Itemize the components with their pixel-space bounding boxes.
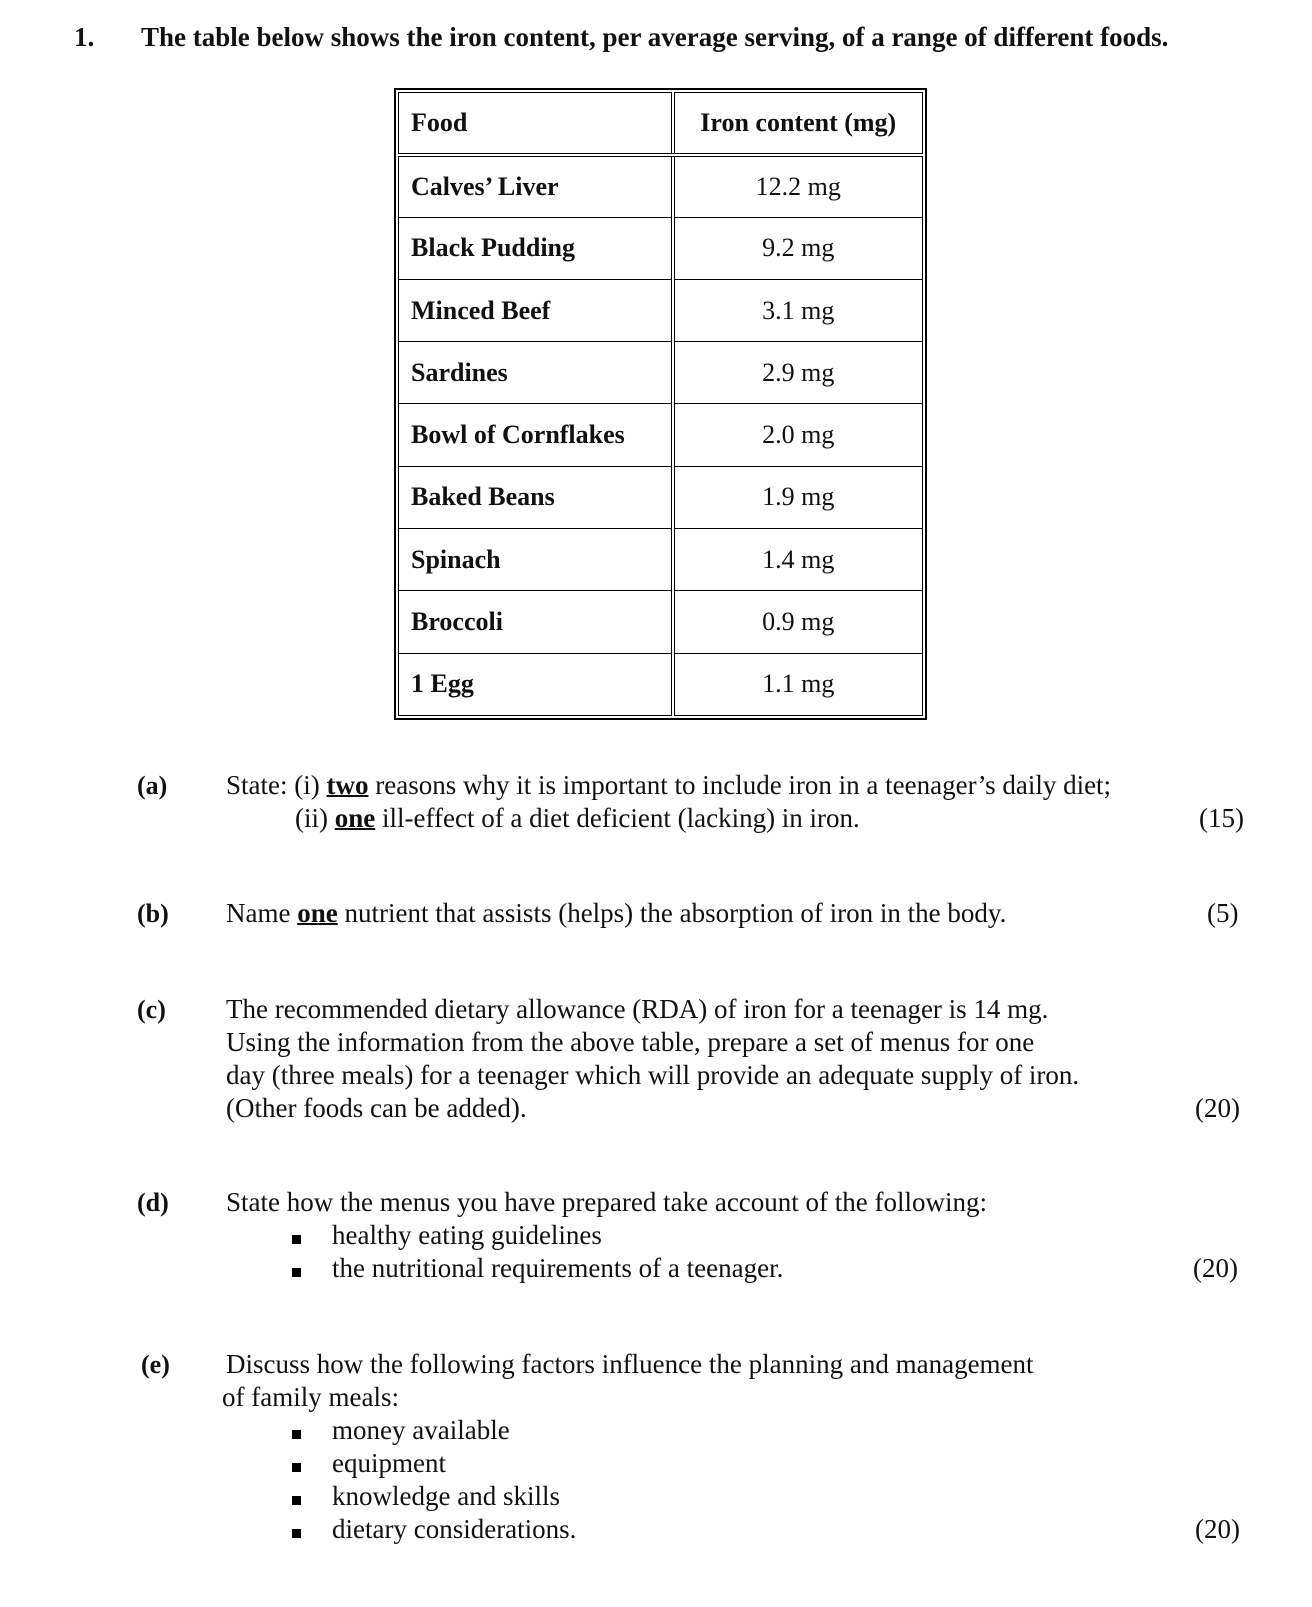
part-a-emphasis-one: one	[334, 803, 376, 833]
iron-content-cell: 9.2 mg	[673, 217, 923, 279]
table-row	[399, 653, 923, 715]
part-a-label: (a)	[137, 771, 168, 800]
part-e-intro-1: Discuss how the following factors influence the planning and management	[226, 1349, 1034, 1379]
part-c-line3: day (three meals) for a teenager which will provide an adequate supply of iron.	[226, 1060, 1080, 1090]
part-e-intro-2: of family meals:	[222, 1382, 399, 1412]
food-cell: Black Pudding	[399, 217, 673, 279]
bullet-icon	[292, 1496, 301, 1505]
part-a-line2-pre: (ii)	[295, 803, 335, 833]
part-a-emphasis-two: two	[326, 770, 369, 800]
table-header-row	[399, 93, 923, 155]
header-iron-content: Iron content (mg)	[673, 93, 923, 155]
iron-content-cell: 0.9 mg	[673, 591, 923, 653]
table-row	[399, 404, 923, 466]
part-c-label: (c)	[137, 995, 166, 1024]
table-row	[399, 155, 923, 217]
part-a-line1-pre: State: (i)	[226, 770, 327, 800]
food-cell: Baked Beans	[399, 466, 673, 528]
part-d-bullet-1: healthy eating guidelines	[332, 1220, 602, 1250]
part-d-bullet-2: the nutritional requirements of a teenager.	[332, 1253, 784, 1283]
iron-content-cell: 1.9 mg	[673, 466, 923, 528]
bullet-icon	[292, 1235, 301, 1244]
iron-content-cell: 2.0 mg	[673, 404, 923, 466]
bullet-icon	[292, 1430, 301, 1439]
part-a-marks: (15)	[1199, 803, 1244, 833]
part-c-line4: (Other foods can be added).	[226, 1093, 527, 1123]
iron-content-cell: 1.4 mg	[673, 529, 923, 591]
part-e-bullet-4: dietary considerations.	[332, 1514, 577, 1544]
question-number: 1.	[74, 22, 95, 52]
bullet-icon	[292, 1529, 301, 1538]
part-c-line2: Using the information from the above table, prepare a set of menus for one	[226, 1027, 1035, 1057]
table-row	[399, 529, 923, 591]
part-a-line1	[226, 770, 1111, 801]
bullet-icon	[292, 1268, 301, 1277]
food-cell: Sardines	[399, 342, 673, 404]
part-e-marks: (20)	[1195, 1514, 1240, 1544]
part-d-label: (d)	[137, 1188, 169, 1217]
part-c-line1: The recommended dietary allowance (RDA) of iron for a teenager is 14 mg.	[226, 994, 1049, 1024]
part-d-intro: State how the menus you have prepared take account of the following:	[226, 1187, 988, 1217]
table-row	[399, 217, 923, 279]
question-intro: The table below shows the iron content, per average serving, of a range of different foods.	[141, 22, 1169, 52]
part-e-bullet-2: equipment	[332, 1448, 446, 1478]
iron-content-cell: 2.9 mg	[673, 342, 923, 404]
part-a-line2	[295, 803, 860, 834]
part-b-text	[226, 898, 1006, 929]
table-row	[399, 591, 923, 653]
iron-content-table	[398, 92, 923, 716]
iron-content-cell: 3.1 mg	[673, 279, 923, 341]
header-food: Food	[399, 93, 673, 155]
part-a-line1-post: reasons why it is important to include iron in a teenager’s daily diet;	[368, 770, 1112, 800]
food-cell: Bowl of Cornflakes	[399, 404, 673, 466]
part-e-bullet-1: money available	[332, 1415, 510, 1445]
part-b-label: (b)	[137, 899, 169, 928]
part-c-marks: (20)	[1195, 1093, 1240, 1123]
food-cell: Calves’ Liver	[399, 155, 673, 217]
iron-content-cell: 12.2 mg	[673, 155, 923, 217]
part-b-marks: (5)	[1207, 898, 1239, 928]
table-row	[399, 466, 923, 528]
part-e-label: (e)	[141, 1350, 170, 1379]
part-b-emphasis-one: one	[297, 898, 338, 928]
iron-content-cell: 1.1 mg	[673, 653, 923, 715]
part-b-post: nutrient that assists (helps) the absorption of iron in the body.	[337, 898, 1007, 928]
food-cell: Minced Beef	[399, 279, 673, 341]
bullet-icon	[292, 1463, 301, 1472]
part-a-line2-post: ill-effect of a diet deficient (lacking) in iron.	[375, 803, 860, 833]
table-row	[399, 342, 923, 404]
food-cell: Spinach	[399, 529, 673, 591]
food-cell: Broccoli	[399, 591, 673, 653]
food-cell: 1 Egg	[399, 653, 673, 715]
part-e-bullet-3: knowledge and skills	[332, 1481, 560, 1511]
part-b-pre: Name	[226, 898, 298, 928]
table-row	[399, 279, 923, 341]
part-d-marks: (20)	[1193, 1253, 1238, 1283]
